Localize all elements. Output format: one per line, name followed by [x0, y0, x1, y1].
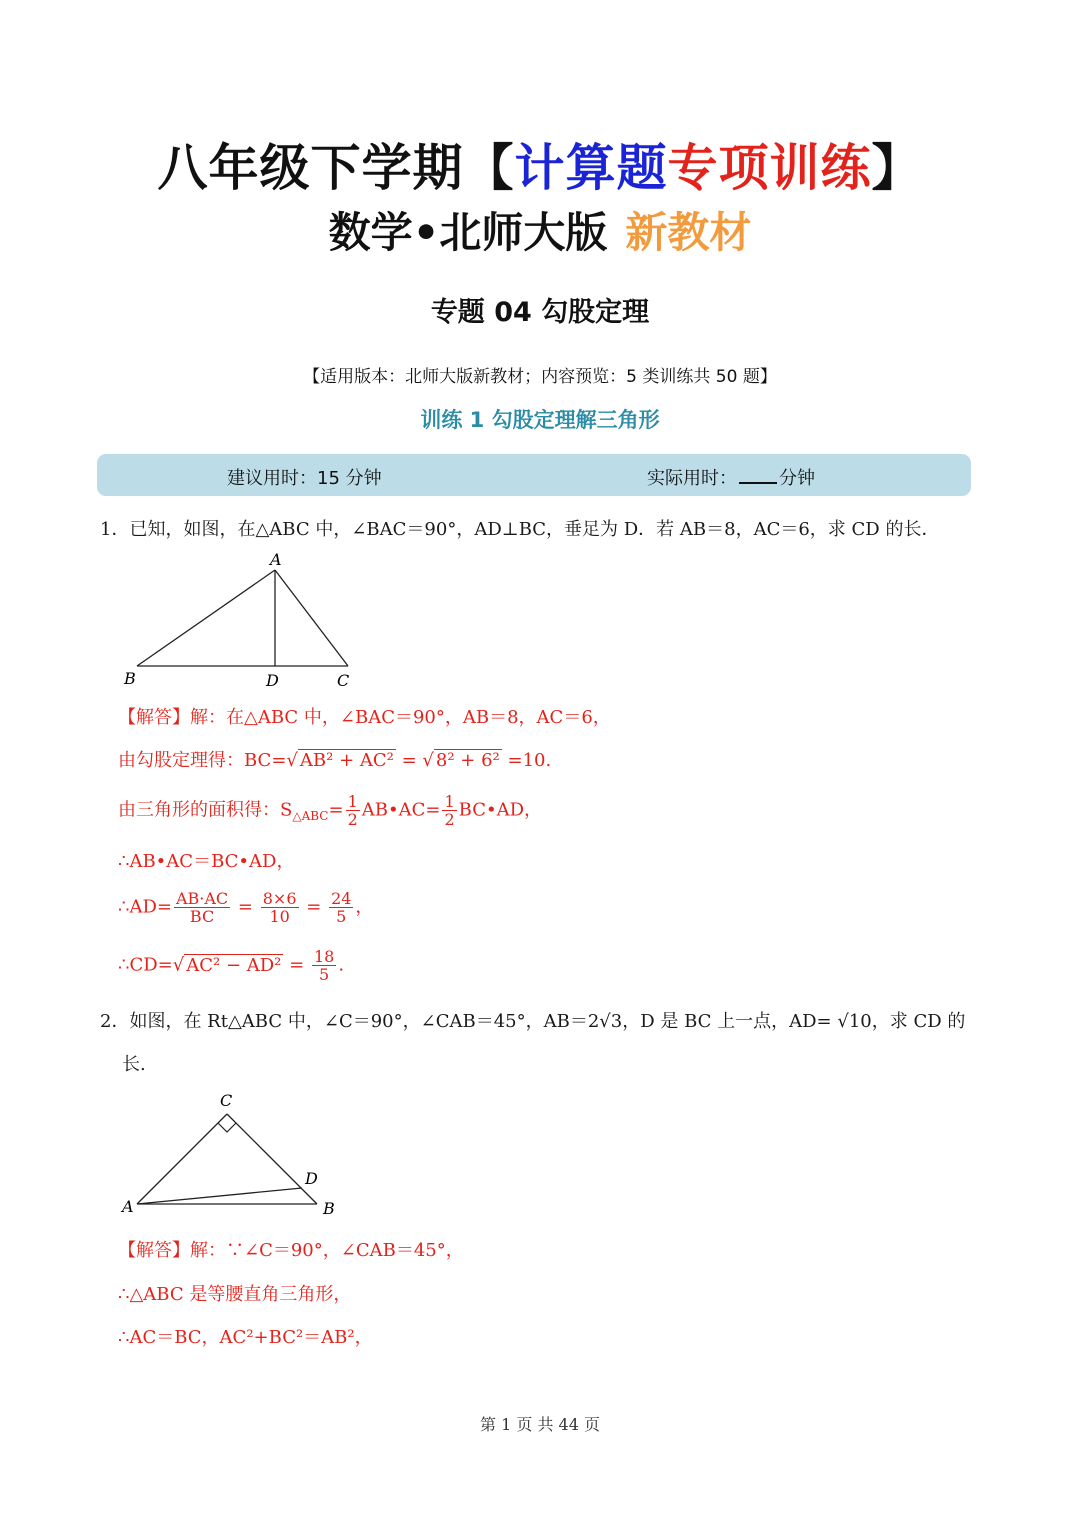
line-ac: [137, 1114, 227, 1204]
time-bar: [97, 454, 971, 496]
label-b: B: [124, 669, 136, 688]
label-a: A: [270, 550, 282, 569]
subtitle-text: 数学•北师大版: [328, 208, 608, 257]
label-c: C: [220, 1091, 233, 1110]
actual-time: [647, 464, 815, 490]
q2-answer-line-2: ∴△ABC 是等腰直角三角形，: [118, 1284, 352, 1305]
question-2-text-line-2: 长.: [122, 1054, 146, 1075]
q1-answer-line-6: ∴CD=√ AC² − AD² = $\frac{18}{5}$ .: [118, 947, 345, 984]
label-b: B: [323, 1199, 335, 1218]
q1-answer-line-3: 由三角形的面积得：$S_{\triangle ABC}=$ $\frac{1}{2}$ AB•AC= $\frac{1}{2}$ BC•AD，: [118, 792, 543, 829]
title-suffix: 】: [871, 139, 923, 197]
section-title: 训练 1 勾股定理解三角形: [420, 408, 660, 432]
question-2-figure: [115, 1088, 355, 1220]
right-angle-mark: [218, 1123, 236, 1132]
suggested-time: 建议用时：15 分钟: [227, 468, 382, 489]
q2-answer-line-3: ∴AC＝BC，AC²+BC²＝AB²，: [118, 1327, 373, 1348]
title-prefix: 八年级下学期【: [157, 139, 515, 197]
actual-time-label: 实际用时：: [647, 468, 737, 489]
version-meta: 【适用版本：北师大版新教材；内容预览：5 类训练共 50 题】: [303, 367, 777, 387]
topic-title: 专题 04 勾股定理: [430, 297, 650, 328]
label-c: C: [337, 671, 350, 690]
title-red: 专项训练: [667, 139, 872, 197]
subtitle-badge: 新教材: [625, 208, 752, 257]
q1-answer-line-1: 【解答】解：在△ABC 中，∠BAC＝90°，AB＝8，AC＝6，: [118, 707, 611, 728]
actual-time-blank: [739, 468, 777, 484]
actual-time-unit: 分钟: [779, 468, 815, 489]
q1-answer-line-2: 由勾股定理得：BC=√ AB² + AC² = √ 8² + 6² =10.: [118, 750, 552, 771]
document-subtitle: [0, 200, 1080, 260]
line-ac: [275, 570, 348, 666]
q1-answer-line-5: ∴AD= $\frac{AB\cdot AC}{BC}$ = $\frac{8\times 6}{10}$ = $\frac{24}{5}$ ，: [118, 889, 374, 926]
question-1-figure: [115, 548, 365, 690]
label-a: A: [122, 1197, 134, 1216]
question-2-text-line-1: 2．如图，在 Rt△ABC 中，∠C＝90°，∠CAB＝45°，AB＝2√3，D 是 BC 上一点，AD= √10，求 CD 的: [100, 1011, 966, 1032]
question-1-text: 1．已知，如图，在△ABC 中，∠BAC＝90°，AD⊥BC，垂足为 D．若 AB＝8，AC＝6，求 CD 的长．: [100, 519, 940, 540]
line-ad: [137, 1188, 302, 1204]
q2-answer-line-1: 【解答】解：∵∠C＝90°，∠CAB＝45°，: [118, 1240, 464, 1261]
label-d: D: [266, 671, 279, 690]
document-title: [0, 128, 1080, 200]
title-blue: 计算题: [514, 139, 668, 197]
label-d: D: [305, 1169, 318, 1188]
line-ab: [137, 570, 275, 666]
q1-answer-line-4: ∴AB•AC＝BC•AD，: [118, 851, 295, 872]
page-footer: 第 1 页 共 44 页: [480, 1415, 600, 1434]
